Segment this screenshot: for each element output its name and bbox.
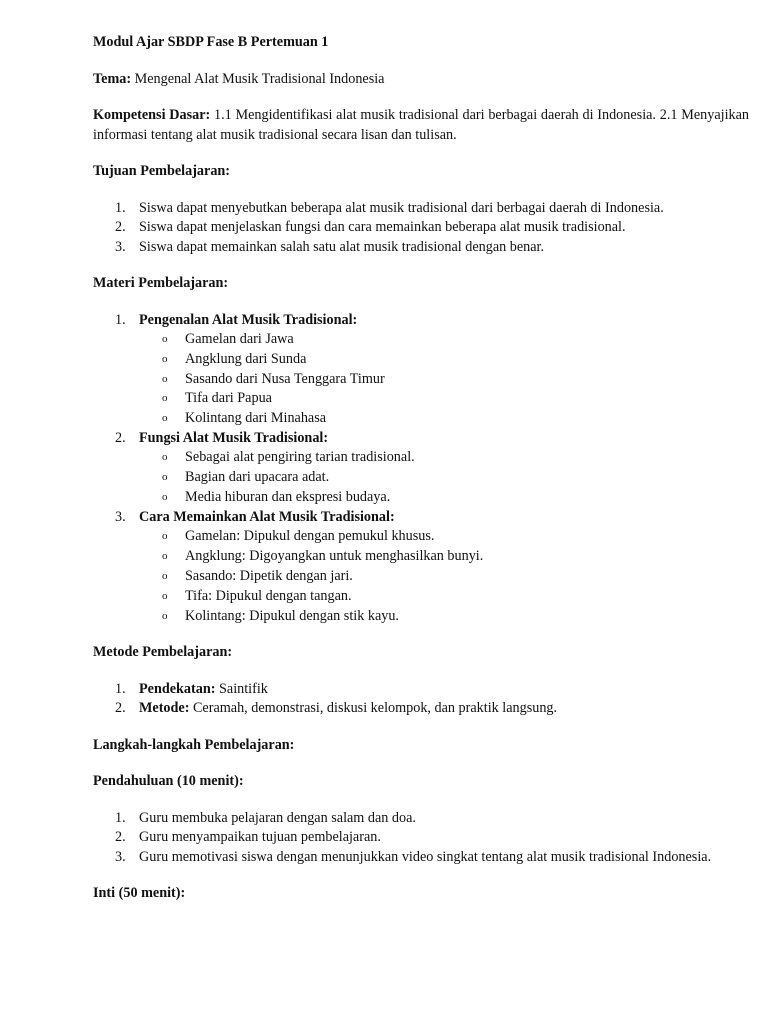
sub-item: o Sebagai alat pengiring tarian tradisional. [162,449,415,466]
materi-section: 2. Fungsi Alat Musik Tradisional: o Sebagai alat pengiring tarian tradisional. o Bagian dari upacara adat. o Media hiburan dan ekspresi budaya. [93,429,749,508]
langkah-heading: Langkah-langkah Pembelajaran: [93,736,295,753]
sub-item: o Tifa dari Papua [162,390,272,407]
metode-heading: Metode Pembelajaran: [93,644,233,661]
kompetensi-label: Kompetensi Dasar: [93,107,211,123]
tujuan-heading: Tujuan Pembelajaran: [93,163,231,179]
sub-list [93,448,749,507]
materi-section: 1. Pengenalan Alat Musik Tradisional: o Gamelan dari Jawa o Angklung dari Sunda o Sasando dari Nusa Tenggara Timur o Tifa dari Papua o Kolintang dari Minahasa [93,311,749,429]
sub-item: o Gamelan: Dipukul dengan pemukul khusus. [162,528,435,545]
pendahuluan-heading: Pendahuluan (10 menit): [93,773,244,790]
kompetensi-dasar [93,106,749,145]
sub-item: o Angklung: Digoyangkan untuk menghasilkan bunyi. [162,548,484,565]
inti-heading: Inti (50 menit): [93,885,186,902]
list-item: 3. Siswa dapat memainkan salah satu alat musik tradisional dengan benar. [115,238,545,255]
tema-label: Tema: [93,70,132,87]
sub-item: o Media hiburan dan ekspresi budaya. [162,489,391,506]
tujuan-list [93,199,749,258]
sub-list [93,330,749,429]
list-item: 3. Guru memotivasi siswa dengan menunjukkan video singkat tentang alat musik tradisional Indonesia. [115,848,712,865]
materi-section: 3. Cara Memainkan Alat Musik Tradisional: o Gamelan: Dipukul dengan pemukul khusus. o Angklung: Digoyangkan untuk menghasilkan bunyi. o Sasando: Dipetik dengan jari. o Tifa: Dipukul dengan tangan. o Kolintang: Dipukul dengan stik kayu. [93,508,749,626]
list-item: 1. Guru membuka pelajaran dengan salam dan doa. [115,809,416,826]
sub-list [93,527,749,626]
sub-item: o Kolintang dari Minahasa [162,410,327,427]
list-item: 2. Metode: Ceramah, demonstrasi, diskusi kelompok, dan praktik langsung. [115,700,558,717]
sub-item: o Sasando dari Nusa Tenggara Timur [162,370,385,387]
document-title: Modul Ajar SBDP Fase B Pertemuan 1 [93,34,329,50]
list-item: 1. Siswa dapat menyebutkan beberapa alat musik tradisional dari berbagai daerah di Indonesia. [115,199,664,216]
list-item: 2. Guru menyampaikan tujuan pembelajaran. [115,829,381,846]
sub-item: o Tifa: Dipukul dengan tangan. [162,587,352,604]
sub-item: o Kolintang: Dipukul dengan stik kayu. [162,607,399,624]
tema-value: Mengenal Alat Musik Tradisional Indonesia [131,70,385,87]
tema-line [93,70,749,90]
list-item: 1. Pendekatan: Saintifik [115,680,268,697]
sub-item: o Sasando: Dipetik dengan jari. [162,567,353,584]
materi-heading: Materi Pembelajaran: [93,275,229,291]
sub-item: o Angklung dari Sunda [162,350,307,367]
sub-item: o Bagian dari upacara adat. [162,469,330,486]
materi-list [93,311,749,627]
metode-list [93,680,749,719]
list-item: 2. Siswa dapat menjelaskan fungsi dan cara memainkan beberapa alat musik tradisional. [115,219,626,235]
sub-item: o Gamelan dari Jawa [162,331,294,347]
kompetensi-value: 1.1 Mengidentifikasi alat musik tradisional dari berbagai daerah di Indonesia. 2.1 Menyajikan informasi tentang alat musik tradisional secara lisan dan tulisan. [93,107,749,143]
pendahuluan-list [93,809,749,868]
document-body [93,33,749,904]
